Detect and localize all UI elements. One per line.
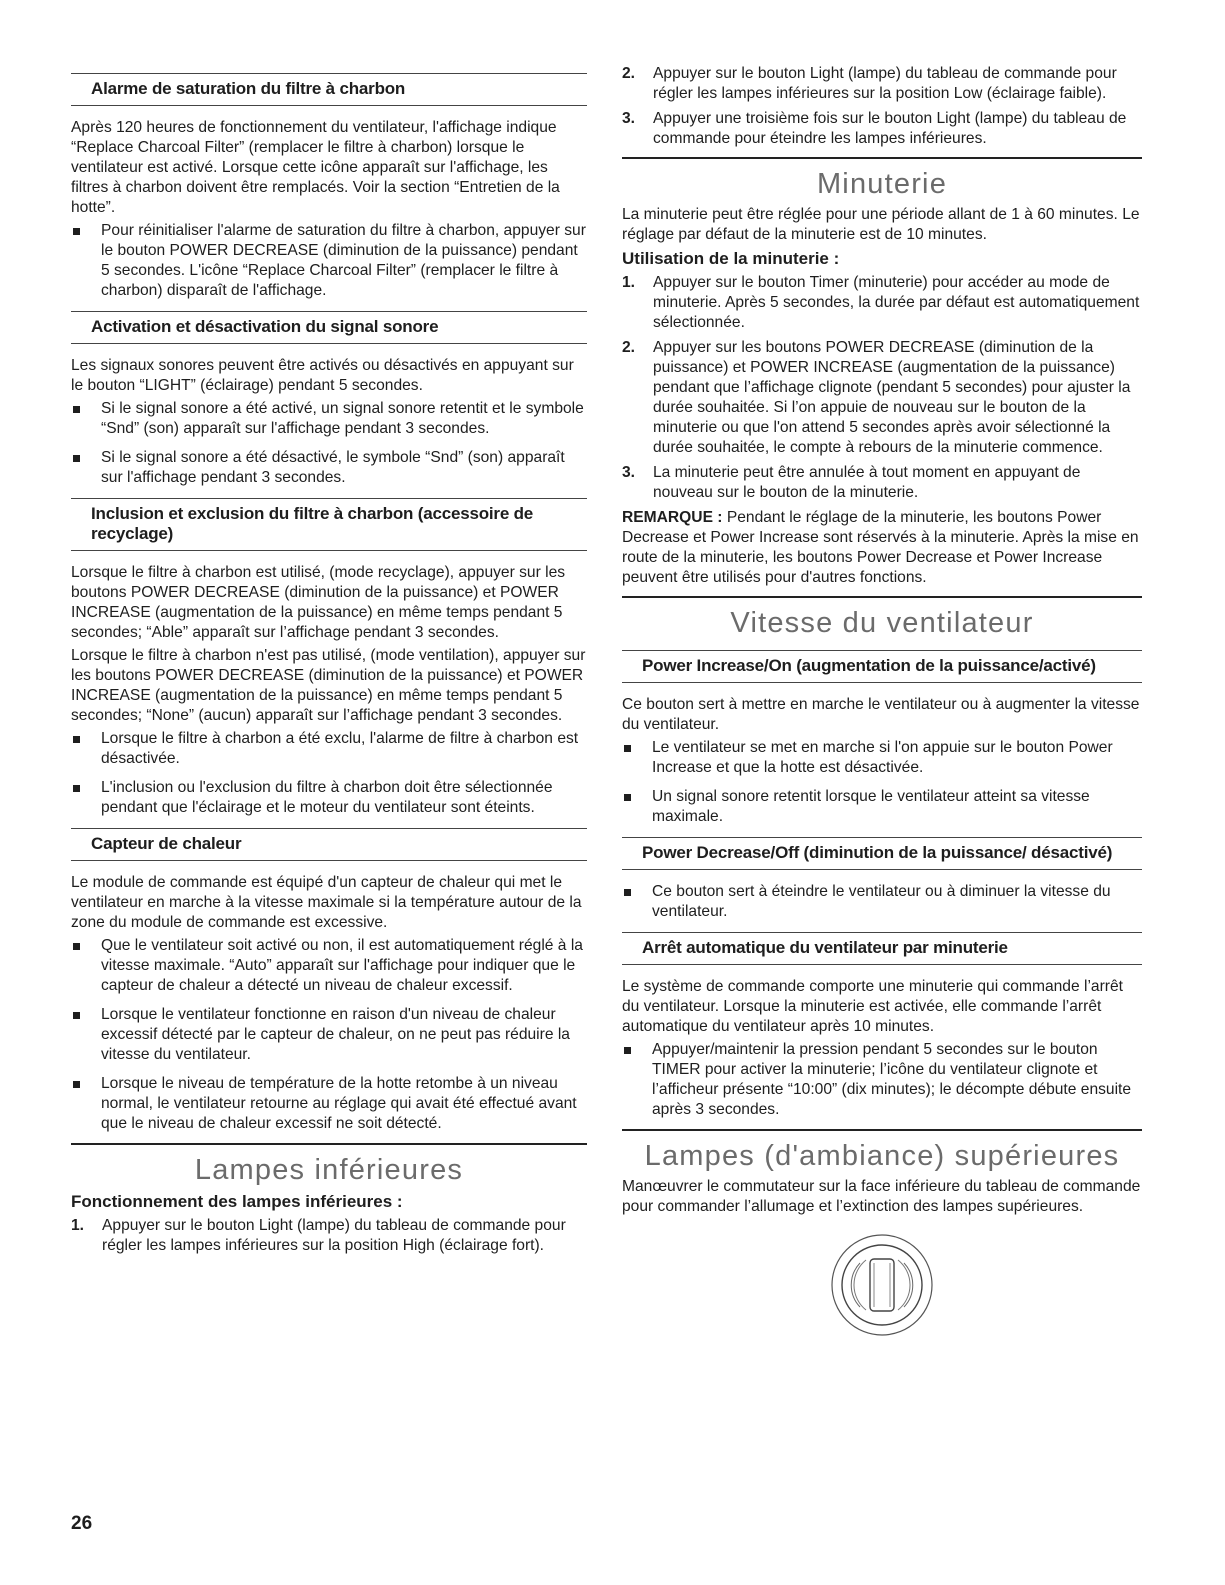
bullet-icon <box>73 785 80 792</box>
charcoal-inclusion-heading: Inclusion et exclusion du filtre à charbon (accessoire de recyclage) <box>71 498 587 551</box>
list-item: Le ventilateur se met en marche si l'on appuie sur le bouton Power Increase et que la hotte est désactivée. <box>622 738 1142 778</box>
power-increase-heading: Power Increase/On (augmentation de la puissance/activé) <box>622 650 1142 683</box>
list-item: Ce bouton sert à éteindre le ventilateur ou à diminuer la vitesse du ventilateur. <box>622 882 1142 922</box>
list-item: Si le signal sonore a été activé, un signal sonore retentit et le symbole “Snd” (son) apparaît sur l'affichage pendant 3 secondes. <box>71 399 587 439</box>
bullet-icon <box>624 794 631 801</box>
lower-lamps-subheading: Fonctionnement des lampes inférieures : <box>71 1192 403 1211</box>
auto-stop-text: Le système de commande comporte une minuterie qui commande l’arrêt du ventilateur. Lorsque la minuterie est activée, elle commande l’arrêt automatique du ventilateur après 10 minutes. <box>622 978 1123 1035</box>
list-item: 2. Appuyer sur les boutons POWER DECREASE (diminution de la puissance) et POWER INCREASE (augmentation de la puissance) pendant que l’affichage clignote (pendant 5 secondes) pour ajuster la durée souhaitée. Si l’on appuie de nouveau sur le bouton de la minuterie ou que l'on attend 5 secondes après avoir sélectionné la durée souhaitée, le compte à rebours de la minuterie commence. <box>622 339 1131 456</box>
list-item: Lorsque le ventilateur fonctionne en raison d'un niveau de chaleur excessif détecté par le capteur de chaleur, on ne peut pas réduire la vitesse du ventilateur. <box>71 1005 587 1065</box>
page-number: 26 <box>71 1513 93 1534</box>
bullet-icon <box>73 228 80 235</box>
power-decrease-heading: Power Decrease/Off (diminution de la puissance/ désactivé) <box>622 837 1142 870</box>
bullet-icon <box>624 745 631 752</box>
auto-stop-heading: Arrêt automatique du ventilateur par minuterie <box>622 932 1142 965</box>
power-increase-text: Ce bouton sert à mettre en marche le ventilateur ou à augmenter la vitesse du ventilateur. <box>622 696 1140 733</box>
bullet-icon <box>624 1047 631 1054</box>
list-item: Lorsque le filtre à charbon a été exclu, l'alarme de filtre à charbon est désactivée. <box>71 729 587 769</box>
bullet-icon <box>73 943 80 950</box>
list-item: Si le signal sonore a été désactivé, le symbole “Snd” (son) apparaît sur l'affichage pendant 3 secondes. <box>71 448 587 488</box>
lower-lamps-title: Lampes inférieures <box>71 1143 587 1187</box>
sound-signal-text: Les signaux sonores peuvent être activés ou désactivés en appuyant sur le bouton “LIGHT” (éclairage) pendant 5 secondes. <box>71 357 574 394</box>
fan-speed-title: Vitesse du ventilateur <box>622 596 1142 640</box>
list-item: Pour réinitialiser l'alarme de saturation du filtre à charbon, appuyer sur le bouton POWER DECREASE (diminution de la puissance) pendant 5 secondes. L'icône “Replace Charcoal Filter” (remplacer le filtre à charbon) disparaît de l'affichage. <box>71 221 587 301</box>
timer-remark: REMARQUE : Pendant le réglage de la minuterie, les boutons Power Decrease et Power Increase sont réservés à la minuterie. Après la mise en route de la minuterie, les boutons Power Decrease et Power Increase peuvent être utilisés pour d'autres fonctions. <box>622 509 1139 586</box>
list-item: 3. Appuyer une troisième fois sur le bouton Light (lampe) du tableau de commande pour éteindre les lampes inférieures. <box>622 110 1127 147</box>
list-item: 3. La minuterie peut être annulée à tout moment en appuyant de nouveau sur le bouton de la minuterie. <box>622 464 1081 501</box>
charcoal-alarm-text: Après 120 heures de fonctionnement du ventilateur, l'affichage indique “Replace Charcoal Filter” (remplacer le filtre à charbon) lorsque le ventilateur est activé. Lorsque cette icône apparaît sur l'affichage, les filtres à charbon doivent être remplacés. Voir la section “Entretien de la hotte”. <box>71 119 560 216</box>
bullet-icon <box>73 1012 80 1019</box>
list-item: Un signal sonore retentit lorsque le ventilateur atteint sa vitesse maximale. <box>622 787 1142 827</box>
bullet-icon <box>624 889 631 896</box>
list-item: 1. Appuyer sur le bouton Timer (minuterie) pour accéder au mode de minuterie. Après 5 secondes, la durée par défaut est automatiquement sélectionnée. <box>622 274 1140 331</box>
upper-lamps-text: Manœuvrer le commutateur sur la face inférieure du tableau de commande pour commander l’allumage et l’extinction des lampes supérieures. <box>622 1178 1141 1215</box>
rocker-switch-icon <box>830 1233 934 1337</box>
list-item: Que le ventilateur soit activé ou non, il est automatiquement réglé à la vitesse maximale. “Auto” apparaît sur l'affichage pour indiquer que le capteur de chaleur a détecté un niveau de chaleur excessif. <box>71 936 587 996</box>
bullet-icon <box>73 455 80 462</box>
list-item: L'inclusion ou l'exclusion du filtre à charbon doit être sélectionnée pendant que l'éclairage et le moteur du ventilateur sont éteints. <box>71 778 587 818</box>
list-item: Lorsque le niveau de température de la hotte retombe à un niveau normal, le ventilateur retourne au réglage qui avait été effectué avant que le niveau de chaleur excessif ne soit détecté. <box>71 1074 587 1134</box>
timer-text: La minuterie peut être réglée pour une période allant de 1 à 60 minutes. Le réglage par défaut de la minuterie est de 10 minutes. <box>622 206 1140 243</box>
list-item: 1. Appuyer sur le bouton Light (lampe) du tableau de commande pour régler les lampes inférieures sur la position High (éclairage fort). <box>71 1217 566 1254</box>
charcoal-alarm-heading: Alarme de saturation du filtre à charbon <box>71 73 587 106</box>
timer-title: Minuterie <box>622 157 1142 201</box>
bullet-icon <box>73 736 80 743</box>
list-item: Appuyer/maintenir la pression pendant 5 secondes sur le bouton TIMER pour activer la minuterie; l’icône du ventilateur clignote et l’afficheur présente “10:00” (dix minutes); le décompte débute ensuite après 3 secondes. <box>622 1040 1142 1120</box>
bullet-icon <box>73 406 80 413</box>
right-column <box>622 64 1142 1337</box>
charcoal-inclusion-text-1: Lorsque le filtre à charbon est utilisé, (mode recyclage), appuyer sur les boutons POWER DECREASE (diminution de la puissance) et POWER INCREASE (augmentation de la puissance) en même temps pendant 5 secondes; “Able” apparaît sur l’affichage pendant 3 secondes. <box>71 564 566 641</box>
bullet-icon <box>73 1081 80 1088</box>
heat-sensor-text: Le module de commande est équipé d'un capteur de chaleur qui met le ventilateur en marche à la vitesse maximale si la température autour de la zone du module de commande est excessive. <box>71 874 582 931</box>
list-item: 2. Appuyer sur le bouton Light (lampe) du tableau de commande pour régler les lampes inférieures sur la position Low (éclairage faible). <box>622 65 1117 102</box>
heat-sensor-heading: Capteur de chaleur <box>71 828 587 861</box>
left-column <box>71 64 587 1261</box>
charcoal-inclusion-text-2: Lorsque le filtre à charbon n'est pas utilisé, (mode ventilation), appuyer sur les boutons POWER DECREASE (diminution de la puissance) et POWER INCREASE (augmentation de la puissance) en même temps pendant 5 secondes; “None” (aucun) apparaît sur l’affichage pendant 3 secondes. <box>71 647 586 724</box>
upper-lamps-title: Lampes (d'ambiance) supérieures <box>622 1129 1142 1173</box>
timer-subheading: Utilisation de la minuterie : <box>622 249 840 268</box>
sound-signal-heading: Activation et désactivation du signal sonore <box>71 311 587 344</box>
